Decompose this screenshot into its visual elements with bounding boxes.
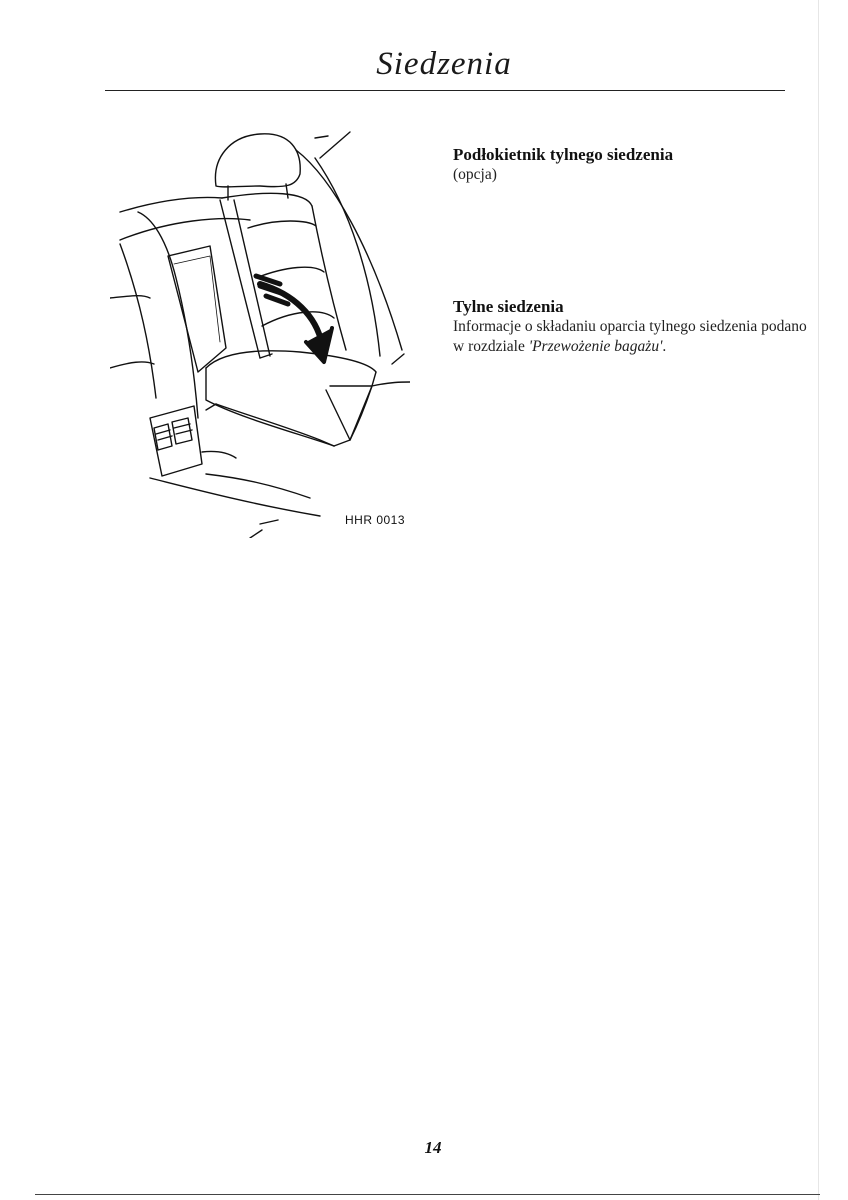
body-punctuation: . [662, 338, 667, 355]
title-divider [105, 90, 785, 91]
section-rear-seats [453, 297, 813, 357]
section-heading: Tylne siedzenia [453, 297, 564, 316]
section-armrest [453, 145, 813, 185]
figure-code: HHR 0013 [345, 513, 406, 527]
section-body [453, 317, 813, 357]
page-title: Siedzenia [376, 46, 512, 82]
page-edge-line [818, 0, 819, 1200]
page-number: 14 [424, 1138, 442, 1157]
bottom-rule [35, 1194, 820, 1195]
body-text: Informacje o składaniu oparcia tylnego siedzenia podano w rozdziale [453, 318, 807, 355]
cross-reference: 'Przewożenie bagażu' [528, 338, 663, 355]
section-heading: Podłokietnik tylnego siedzenia [453, 145, 674, 164]
rear-seat-armrest-illustration [110, 128, 410, 538]
section-body: (opcja) [453, 166, 497, 183]
